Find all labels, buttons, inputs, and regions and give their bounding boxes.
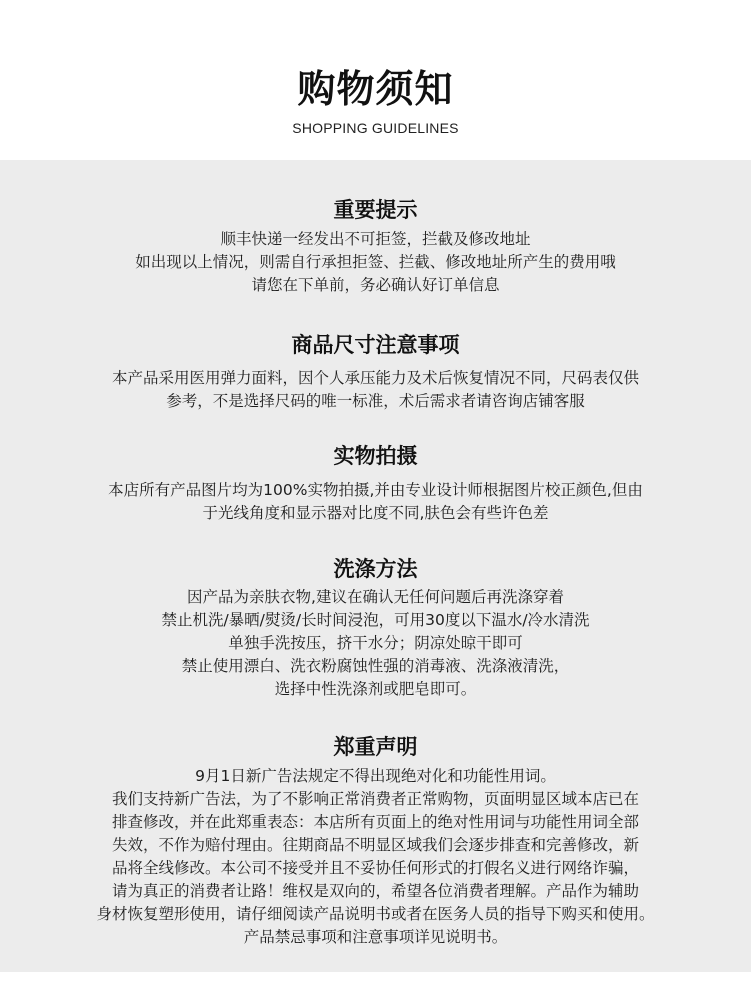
body-line: 单独手洗按压，挤干水分；阴凉处晾干即可	[228, 634, 523, 652]
section-heading: 洗涤方法	[333, 557, 418, 581]
body-line: 禁止使用漂白、洗衣粉腐蚀性强的消毒液、洗涤液清洗，	[181, 657, 570, 675]
body-line: 参考，不是选择尺码的唯一标准，术后需求者请咨询店铺客服	[166, 392, 585, 410]
page-header	[0, 0, 751, 160]
body-line: 本产品采用医用弹力面料，因个人承压能力及术后恢复情况不同，尺码表仅供	[111, 369, 639, 387]
body-line: 失效，不作为赔付理由。往期商品不明显区域我们会逐步排查和完善修改，新	[111, 836, 639, 854]
body-line: 禁止机洗/暴晒/熨烫/长时间浸泡，可用30度以下温水/冷水清洗	[161, 611, 590, 629]
section-important-notice	[0, 196, 751, 297]
section-body	[0, 228, 751, 297]
section-heading: 重要提示	[333, 198, 418, 222]
body-line: 我们支持新广告法，为了不影响正常消费者正常购物，页面明显区域本店已在	[111, 790, 639, 808]
body-line: 如出现以上情况，则需自行承担拒签、拦截、修改地址所产生的费用哦	[135, 253, 616, 271]
section-heading: 郑重声明	[333, 735, 418, 759]
section-solemn-statement	[0, 733, 751, 949]
section-size-notes	[0, 331, 751, 413]
section-body	[0, 479, 751, 525]
body-line: 产品禁忌事项和注意事项详见说明书。	[243, 928, 508, 946]
footer-strip	[0, 972, 751, 1000]
section-body	[0, 586, 751, 701]
body-line: 于光线角度和显示器对比度不同,肤色会有些许色差	[202, 504, 549, 522]
page-title: 购物须知	[297, 67, 454, 111]
section-washing-method	[0, 555, 751, 701]
body-line: 品将全线修改。本公司不接受并且不妥协任何形式的打假名义进行网络诈骗，	[111, 859, 639, 877]
body-line: 顺丰快递一经发出不可拒签，拦截及修改地址	[220, 230, 531, 248]
section-heading: 商品尺寸注意事项	[291, 333, 460, 357]
page-subtitle: SHOPPING GUIDELINES	[292, 120, 459, 136]
body-line: 身材恢复塑形使用，请仔细阅读产品说明书或者在医务人员的指导下购买和使用。	[96, 905, 655, 923]
section-heading: 实物拍摄	[333, 444, 418, 468]
body-line: 请为真正的消费者让路！维权是双向的，希望各位消费者理解。产品作为辅助	[111, 882, 639, 900]
section-real-photos	[0, 442, 751, 525]
body-line: 本店所有产品图片均为100%实物拍摄,并由专业设计师根据图片校正颜色,但由	[108, 481, 643, 499]
body-line: 9月1日新广告法规定不得出现绝对化和功能性用词。	[195, 767, 556, 785]
body-line: 请您在下单前，务必确认好订单信息	[251, 276, 500, 294]
section-body	[0, 367, 751, 413]
body-line: 选择中性洗涤剂或肥皂即可。	[274, 680, 477, 698]
body-line: 排查修改，并在此郑重表态：本店所有页面上的绝对性用词与功能性用词全部	[111, 813, 639, 831]
body-line: 因产品为亲肤衣物,建议在确认无任何问题后再洗涤穿着	[187, 588, 564, 606]
section-body	[0, 765, 751, 949]
